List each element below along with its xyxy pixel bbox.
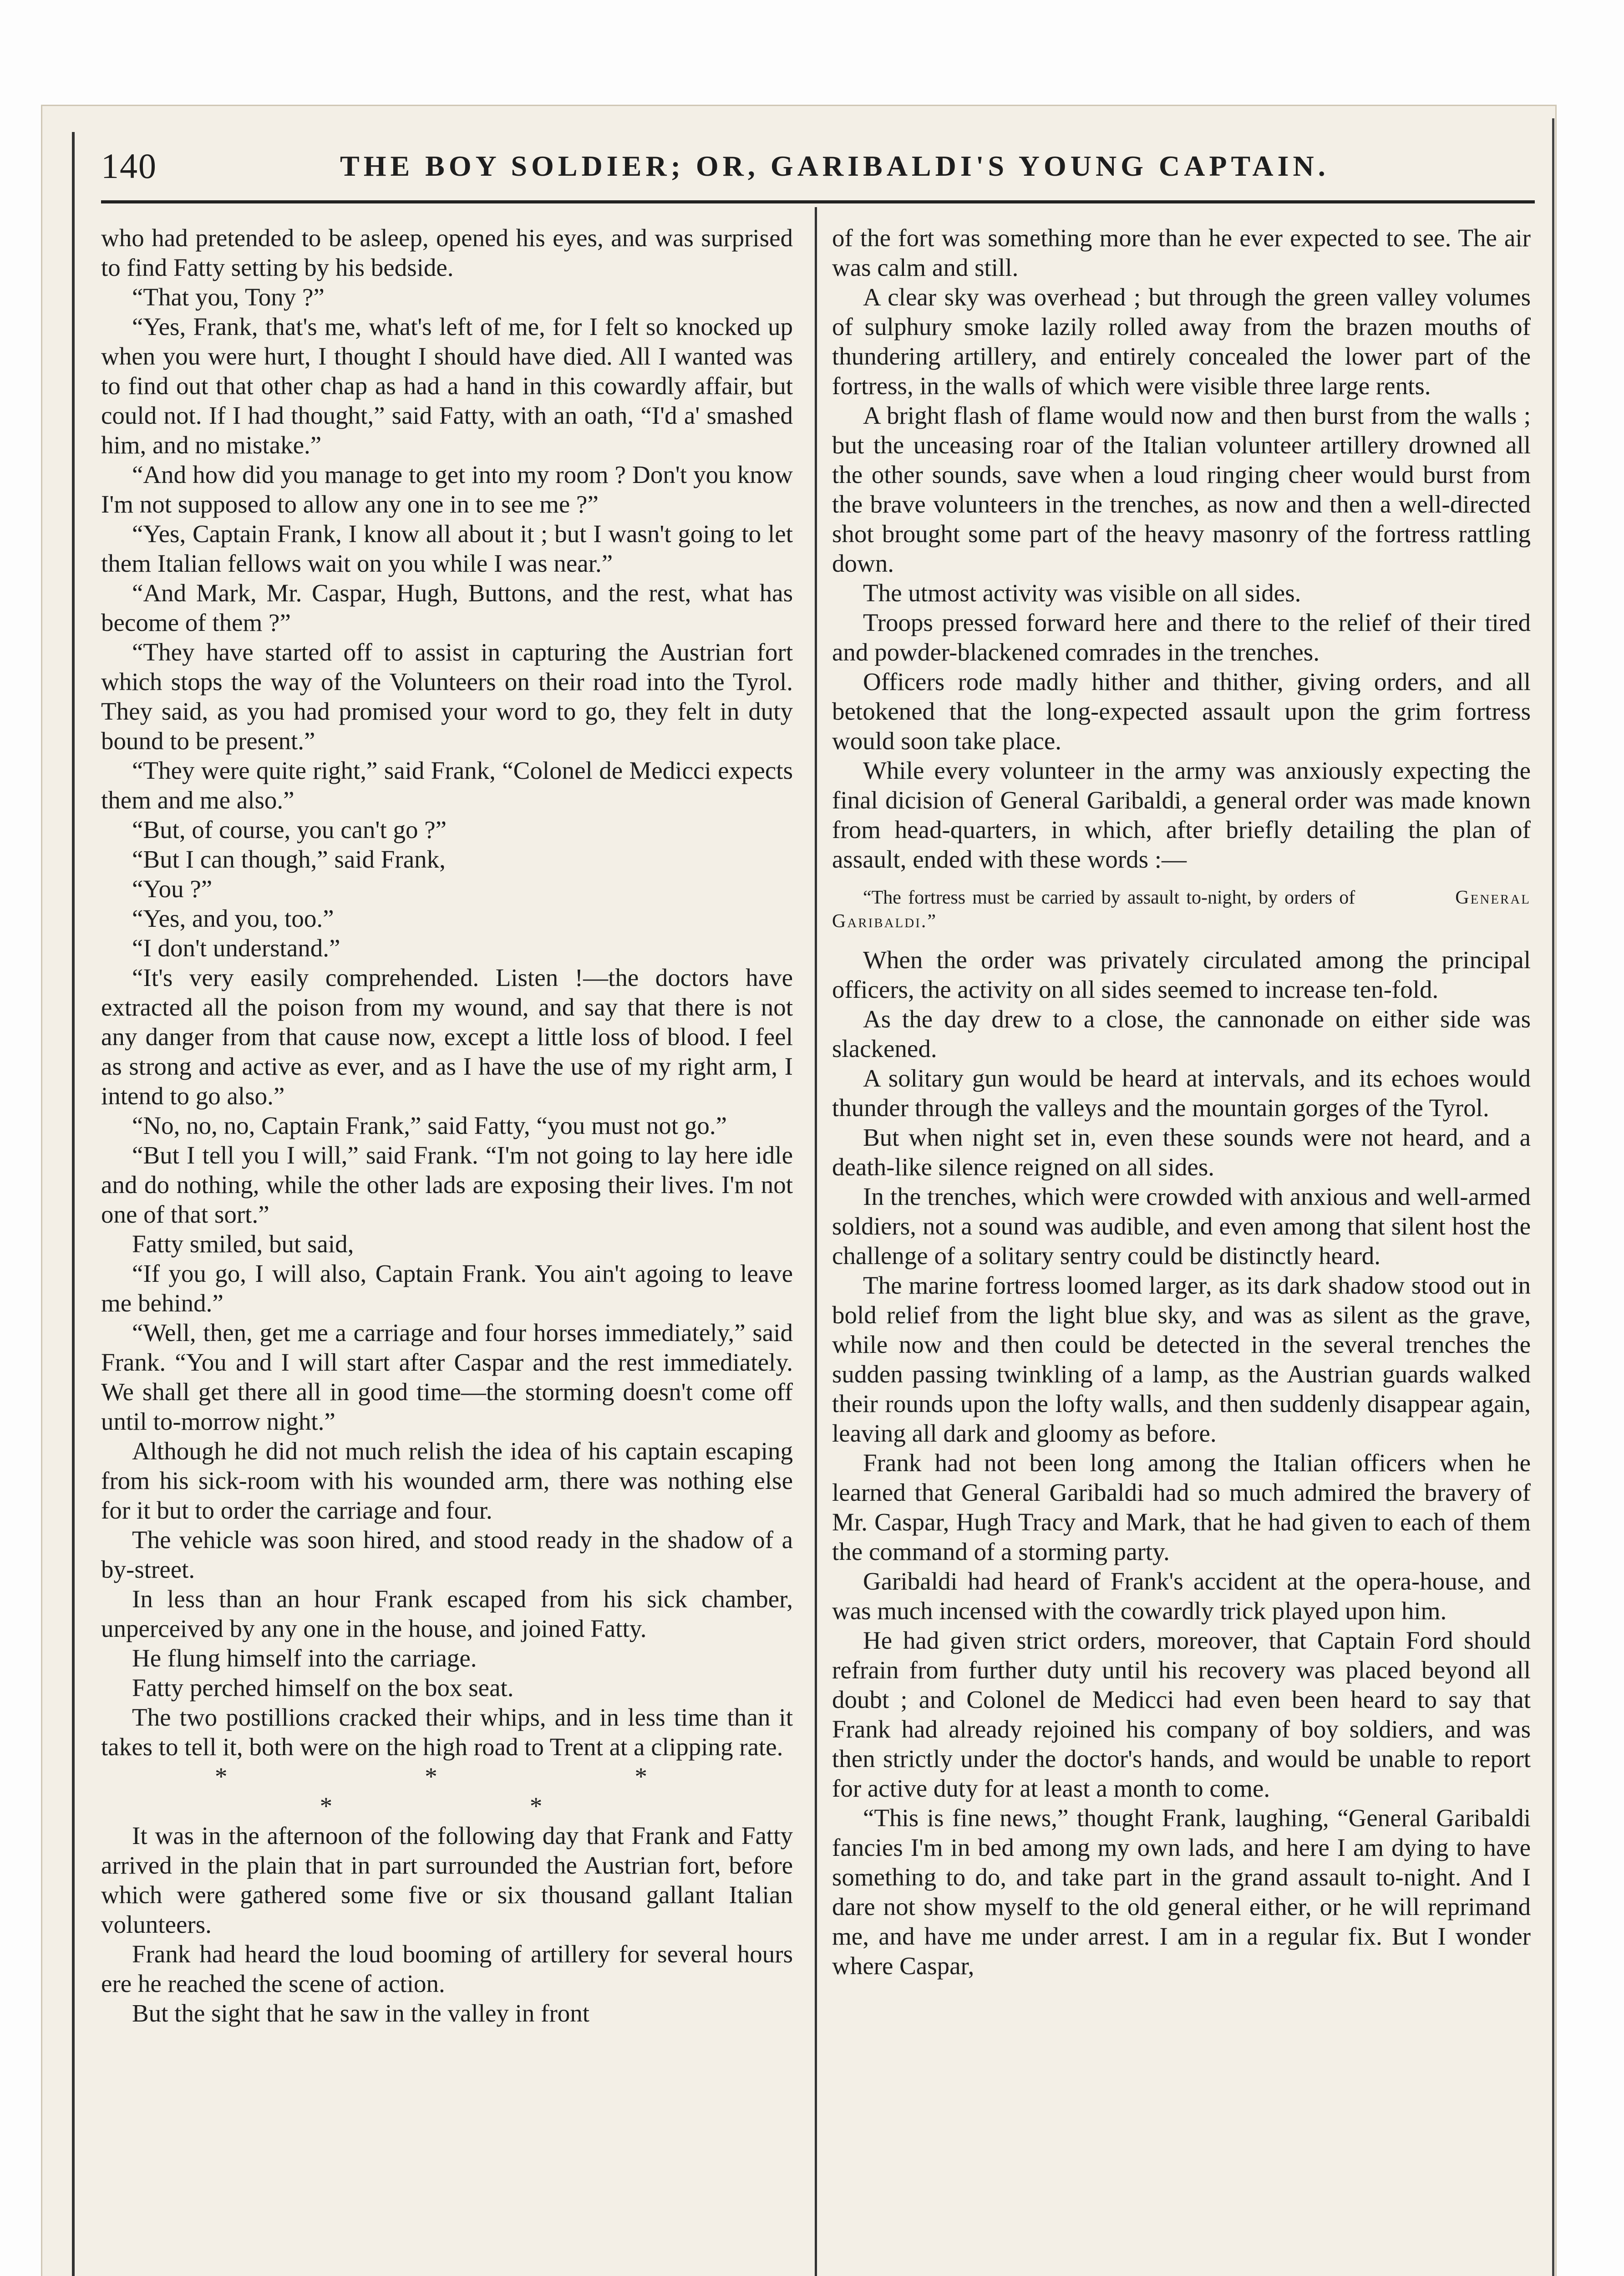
section-break: * * * * * bbox=[215, 1763, 743, 1820]
right-column bbox=[832, 223, 1531, 2276]
paragraph: who had pretended to be asleep, opened his eyes, and was surprised to find Fatty setting by his bedside. bbox=[101, 224, 793, 281]
paragraph: He had given strict orders, moreover, that Captain Ford should refrain from further duty until his recovery was placed beyond all doubt ; and Colonel de Medicci had even been heard to say that Frank had already rejoined his company of boy soldiers, and was then strictly under the doctor's hands, and would be unable to report for active duty for at least a month to come. bbox=[832, 1626, 1531, 1802]
paragraph: “No, no, no, Captain Frank,” said Fatty, “you must not go.” bbox=[132, 1112, 727, 1139]
paragraph: “And how did you manage to get into my room ? Don't you know I'm not supposed to allow any one in to see me ?” bbox=[101, 461, 793, 518]
paragraph: “They were quite right,” said Frank, “Colonel de Medicci expects them and me also.” bbox=[101, 757, 793, 814]
paragraph: “Yes, and you, too.” bbox=[132, 904, 334, 932]
paragraph: It was in the afternoon of the following day that Frank and Fatty arrived in the plain that in part surrounded the Austrian fort, before which were gathered some five or six thousand gallant Italian volunteers. bbox=[101, 1822, 793, 1938]
paragraph: But when night set in, even these sounds were not heard, and a death-like silence reigned on all sides. bbox=[832, 1123, 1531, 1181]
paragraph: A clear sky was overhead ; but through the green valley volumes of sulphury smoke lazily rolled away from the brazen mouths of thundering artillery, and entirely concealed the lower part of the fortress, in the walls of which were visible three large rents. bbox=[832, 283, 1531, 400]
running-title: THE BOY SOLDIER; OR, GARIBALDI'S YOUNG CAPTAIN. bbox=[340, 150, 1330, 182]
paragraph: While every volunteer in the army was anxiously expecting the final dicision of General Garibaldi, a general order was made known from head-quarters, in which, after briefly detailing the plan of assault, ended with these words :— bbox=[832, 757, 1531, 873]
paragraph: “Yes, Frank, that's me, what's left of me, for I felt so knocked up when you were hurt, I thought I should have died. All I wanted was to find out that other chap as had a hand in this cowardly affair, but could not. If I had thought,” said Fatty, with an oath, “I'd a' smashed him, and no mistake.” bbox=[101, 313, 793, 459]
left-column bbox=[101, 223, 793, 2276]
paragraph: “And Mark, Mr. Caspar, Hugh, Buttons, and the rest, what has become of them ?” bbox=[101, 579, 793, 636]
paragraph: Frank had not been long among the Italian officers when he learned that General Garibaldi had so much admired the bravery of Mr. Caspar, Hugh Tracy and Mark, that he had given to each of them the command of a storming party. bbox=[832, 1449, 1531, 1565]
paragraph: Garibaldi had heard of Frank's accident at the opera-house, and was much incensed with the cowardly trick played upon him. bbox=[832, 1567, 1531, 1625]
paragraph: As the day drew to a close, the cannonade on either side was slackened. bbox=[832, 1005, 1531, 1062]
paragraph: Frank had heard the loud booming of artillery for several hours ere he reached the scene of action. bbox=[101, 1940, 793, 1997]
paragraph: A bright flash of flame would now and then burst from the walls ; but the unceasing roar of the Italian volunteer artillery drowned all the other sounds, save when a loud ringing cheer would burst from the brave volunteers in the trenches, as now and then a well-directed shot brought some part of the heavy masonry of the fortress rattling down. bbox=[832, 401, 1531, 577]
paragraph: “But I can though,” said Frank, bbox=[132, 845, 446, 873]
paragraph: “You ?” bbox=[132, 875, 213, 903]
paragraph: “But I tell you I will,” said Frank. “I'm not going to lay here idle and do nothing, while the other lads are exposing their lives. I'm not one of that sort.” bbox=[101, 1141, 793, 1228]
paragraph: He flung himself into the carriage. bbox=[132, 1644, 477, 1672]
paragraph: “This is fine news,” thought Frank, laughing, “General Garibaldi fancies I'm in bed among my own lads, and here I am dying to have something to do, and take part in the grand assault to-night. And I dare not show myself to the old general either, or he will reprimand me, and have me under arrest. I am in a regular fix. But I wonder where Caspar, bbox=[832, 1804, 1531, 1980]
paragraph: “That you, Tony ?” bbox=[132, 283, 325, 311]
paragraph: “It's very easily comprehended. Listen !—the doctors have extracted all the poison from my wound, and say that there is not any danger from that cause now, except a little loss of blood. I feel as strong and active as ever, and as I have the use of my right arm, I intend to go also.” bbox=[101, 964, 793, 1110]
paragraph: In less than an hour Frank escaped from his sick chamber, unperceived by any one in the house, and joined Fatty. bbox=[101, 1585, 793, 1642]
page-header bbox=[101, 141, 1534, 209]
header-rule bbox=[101, 200, 1535, 203]
paragraph: “If you go, I will also, Captain Frank. You ain't agoing to leave me behind.” bbox=[101, 1260, 793, 1317]
paragraph: of the fort was something more than he ever expected to see. The air was calm and still. bbox=[832, 224, 1531, 281]
column-divider bbox=[815, 207, 817, 2276]
paragraph: A solitary gun would be heard at intervals, and its echoes would thunder through the valleys and the mountain gorges of the Tyrol. bbox=[832, 1064, 1531, 1122]
paragraph: The vehicle was soon hired, and stood ready in the shadow of a by-street. bbox=[101, 1526, 793, 1583]
paragraph: The two postillions cracked their whips, and in less time than it takes to tell it, both were on the high road to Trent at a clipping rate. bbox=[101, 1703, 793, 1761]
paragraph: Officers rode madly hither and thither, giving orders, and all betokened that the long-expected assault upon the grim fortress would soon take place. bbox=[832, 668, 1531, 755]
paragraph: In the trenches, which were crowded with anxious and well-armed soldiers, not a sound was audible, and even among that silent host the challenge of a solitary sentry could be distinctly heard. bbox=[832, 1183, 1531, 1270]
paragraph: “Well, then, get me a carriage and four horses immediately,” said Frank. “You and I will start after Caspar and the rest immediately. We shall get there all in good time—the storming doesn't come off until to-morrow night.” bbox=[101, 1319, 793, 1435]
paragraph: The utmost activity was visible on all sides. bbox=[863, 579, 1301, 607]
page-number: 140 bbox=[101, 146, 157, 186]
general-order-quote: “The fortress must be carried by assault to-night, by orders of General Garibaldi.” bbox=[832, 887, 1531, 932]
right-border-rule bbox=[1552, 118, 1554, 2276]
paragraph: “They have started off to assist in capturing the Austrian fort which stops the way of the Volunteers on their road into the Tyrol. They said, as you had promised your word to go, they felt in duty bound to be present.” bbox=[101, 638, 793, 755]
paragraph: When the order was privately circulated among the principal officers, the activity on all sides seemed to increase ten-fold. bbox=[832, 946, 1531, 1003]
paragraph: Although he did not much relish the idea of his captain escaping from his sick-room with his wounded arm, there was nothing else for it but to order the carriage and four. bbox=[101, 1437, 793, 1524]
paragraph: “Yes, Captain Frank, I know all about it ; but I wasn't going to let them Italian fellows wait on you while I was near.” bbox=[101, 520, 793, 577]
paragraph: The marine fortress loomed larger, as its dark shadow stood out in bold relief from the light blue sky, and was as silent as the grave, while now and then could be detected in the several trenches the sudden passing twinkling of a lamp, as the Austrian guards walked their rounds upon the lofty walls, and then suddenly disappear again, leaving all dark and gloomy as before. bbox=[832, 1271, 1531, 1447]
paragraph: “I don't understand.” bbox=[132, 934, 340, 962]
paragraph: Troops pressed forward here and there to the relief of their tired and powder-blackened comrades in the trenches. bbox=[832, 609, 1531, 666]
left-border-rule bbox=[72, 132, 75, 2276]
order-signature: General Garibaldi.” bbox=[832, 887, 1531, 932]
paragraph: But the sight that he saw in the valley in front bbox=[132, 1999, 590, 2027]
paragraph: Fatty smiled, but said, bbox=[132, 1230, 354, 1258]
paragraph: Fatty perched himself on the box seat. bbox=[132, 1674, 514, 1702]
paragraph: “But, of course, you can't go ?” bbox=[132, 816, 447, 843]
